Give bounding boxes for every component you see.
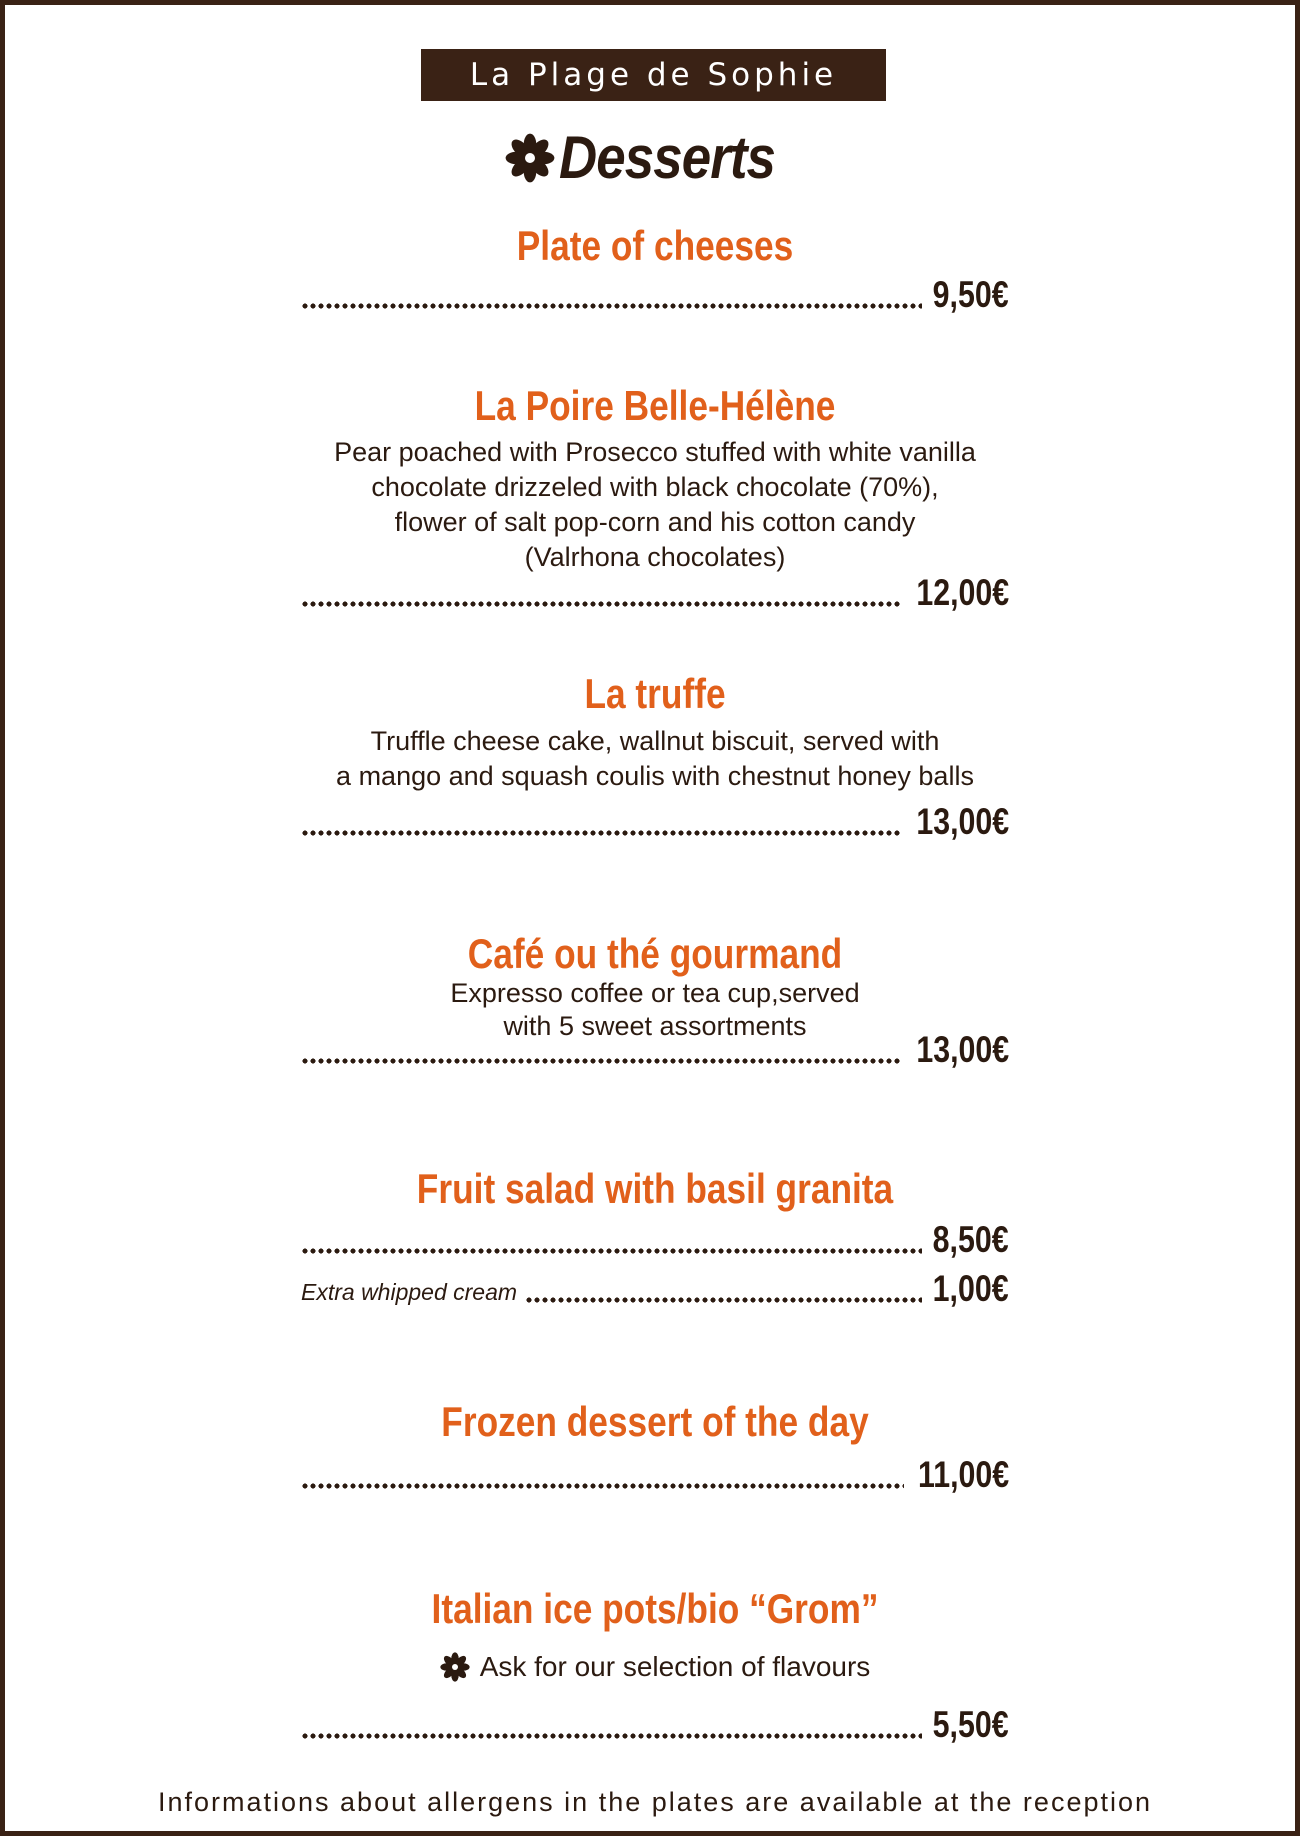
item-name-cafe-ou-the-gourmand: Café ou thé gourmand	[467, 930, 843, 977]
description-line: (Valrhona chocolates)	[524, 542, 786, 572]
price-line	[301, 275, 1009, 315]
price-line	[301, 1220, 1009, 1260]
description-line: a mango and squash coulis with chestnut honey balls	[336, 761, 974, 791]
description-line: Expresso coffee or tea cup,served	[450, 978, 860, 1008]
item-price: 11,00€	[917, 1454, 1009, 1495]
dot-leader	[525, 1297, 922, 1303]
description-line: Truffle cheese cake, wallnut biscuit, served with	[370, 726, 940, 756]
price-line	[301, 573, 1009, 613]
item-price: 8,50€	[933, 1219, 1009, 1260]
item-price: 13,00€	[916, 801, 1009, 842]
price-line	[301, 802, 1009, 842]
extra-label: Extra whipped cream	[301, 1279, 518, 1305]
section-title: Desserts	[559, 124, 776, 191]
extra-price: 1,00€	[933, 1268, 1009, 1309]
item-name-frozen-dessert: Frozen dessert of the day	[441, 1398, 869, 1445]
dot-leader	[301, 1058, 902, 1064]
price-line	[301, 1455, 1009, 1495]
dot-leader	[301, 1733, 922, 1739]
item-name-plate-of-cheeses: Plate of cheeses	[516, 222, 794, 269]
item-name-poire-belle-helene: La Poire Belle-Hélène	[474, 382, 836, 429]
dot-leader	[301, 830, 902, 836]
item-description	[5, 724, 1300, 794]
flower-icon	[505, 133, 555, 183]
item-price: 13,00€	[916, 1029, 1009, 1070]
flower-icon	[440, 1652, 470, 1682]
extra-price-line	[301, 1269, 1009, 1309]
item-note	[5, 1651, 1300, 1683]
section-heading	[5, 123, 1300, 192]
dot-leader	[301, 303, 922, 309]
item-price: 9,50€	[933, 274, 1009, 315]
description-line: with 5 sweet assortments	[503, 1011, 807, 1041]
item-description	[5, 435, 1300, 575]
item-name-la-truffe: La truffe	[584, 670, 726, 717]
dot-leader	[301, 1483, 904, 1489]
restaurant-logo	[421, 49, 886, 101]
item-name-italian-ice-pots: Italian ice pots/bio “Grom”	[431, 1585, 879, 1632]
description-line: flower of salt pop-corn and his cotton candy	[394, 507, 916, 537]
dot-leader	[301, 1248, 922, 1254]
description-line: Pear poached with Prosecco stuffed with white vanilla	[334, 437, 976, 467]
restaurant-name: La Plage de Sophie	[469, 57, 838, 93]
allergen-footer: Informations about allergens in the plates are available at the reception	[157, 1787, 1153, 1817]
item-name-fruit-salad: Fruit salad with basil granita	[416, 1165, 894, 1212]
item-price: 12,00€	[916, 572, 1009, 613]
price-line	[301, 1705, 1009, 1745]
dot-leader	[301, 601, 902, 607]
price-line	[301, 1030, 1009, 1070]
item-price: 5,50€	[933, 1704, 1009, 1745]
description-line: chocolate drizzeled with black chocolate (70%),	[371, 472, 939, 502]
note-text: Ask for our selection of flavours	[479, 1651, 871, 1682]
